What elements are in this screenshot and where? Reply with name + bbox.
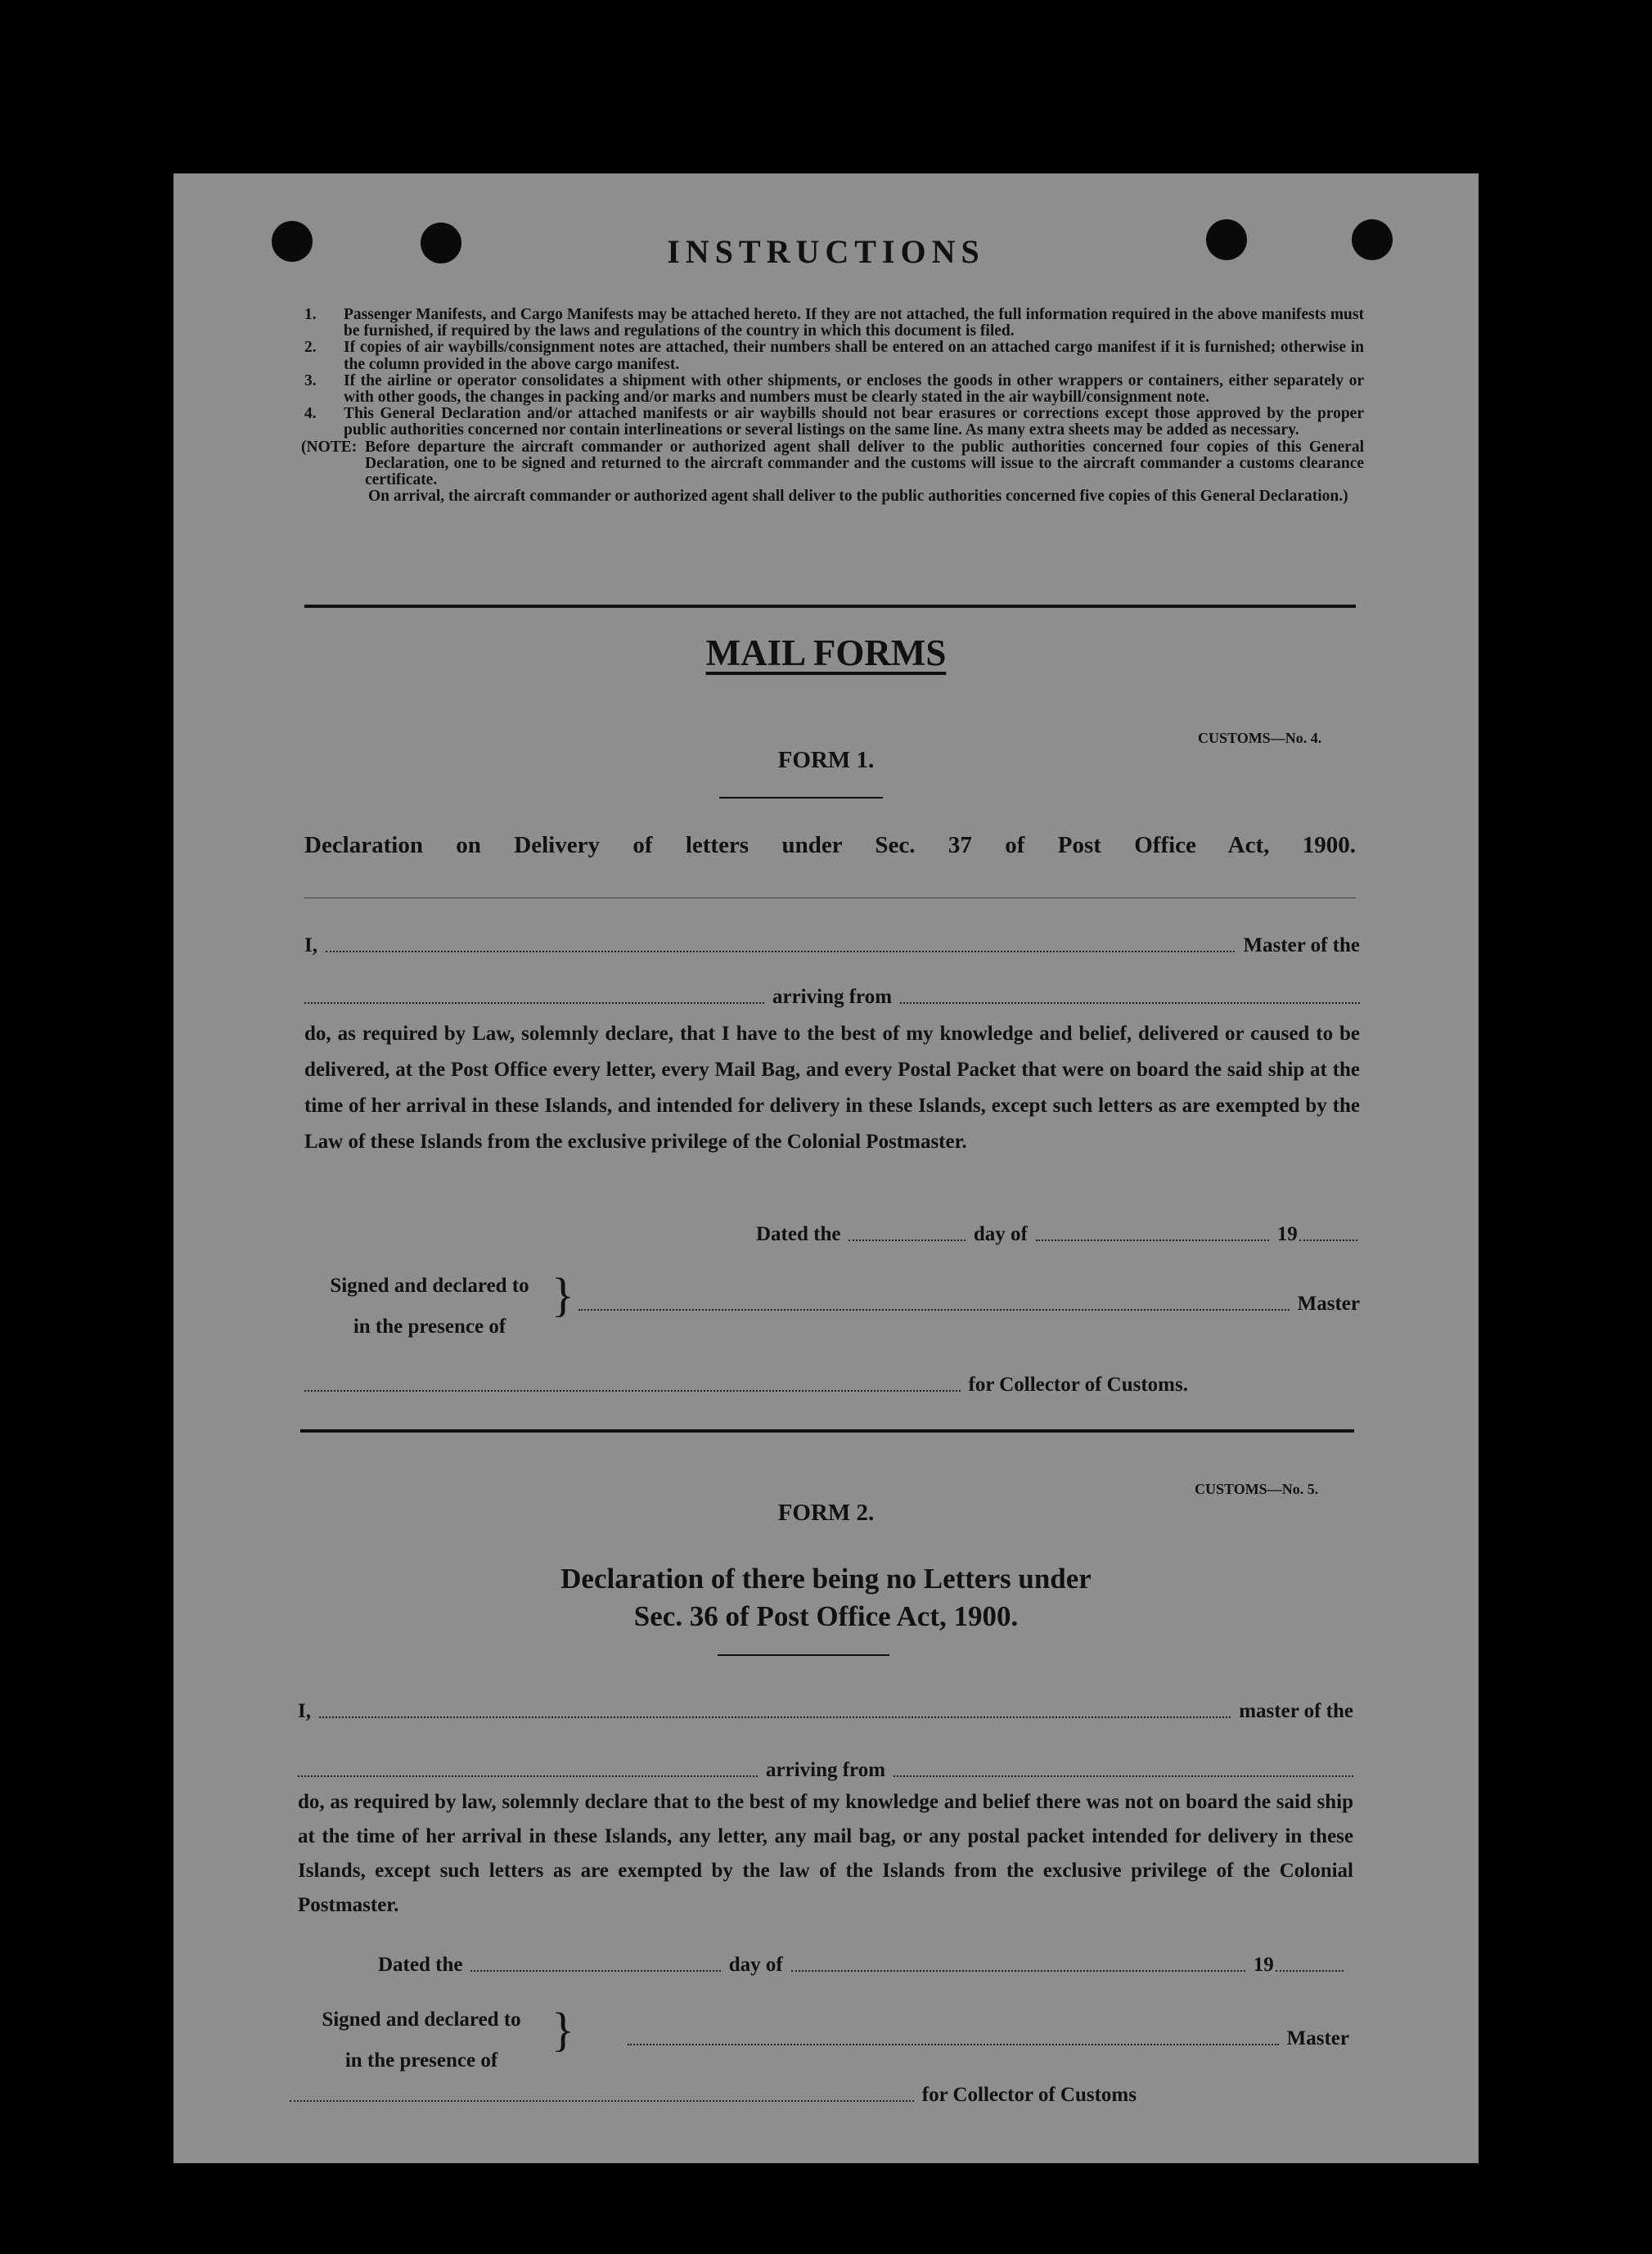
form2-collector-line [290, 2084, 1137, 2107]
form2-customs-number: CUSTOMS—No. 5. [1195, 1481, 1319, 1497]
form2-collector-label: for Collector of Customs [921, 2084, 1137, 2106]
form2-dated-line [378, 1954, 1344, 1977]
instruction-text: Passenger Manifests, and Cargo Manifests may be attached hereto. If they are not attached, the full information required in the above manifests must be furnished, if required by the laws and regulations of the country in which this document is filed. [344, 306, 1364, 340]
form1-i-label: I, [304, 934, 317, 956]
form2-i-label: I, [298, 1700, 311, 1722]
form1-year-field[interactable] [1299, 1239, 1357, 1241]
mail-forms-title: MAIL FORMS [705, 632, 947, 673]
form2-declaration-heading [173, 1560, 1479, 1635]
instruction-number: 3. [304, 371, 317, 389]
form2-origin-field[interactable] [894, 1775, 1353, 1777]
form2-master-line [298, 1700, 1353, 1723]
form2-signed-line1: Signed and declared to [322, 2009, 521, 2031]
form-divider-rule [300, 1429, 1354, 1433]
form1-title: FORM 1. [777, 747, 875, 773]
form2-brace: } [551, 2003, 574, 2056]
form1-signed-label [303, 1266, 556, 1347]
form1-signed-line1: Signed and declared to [330, 1275, 529, 1297]
instruction-item [304, 373, 1364, 406]
instruction-text: This General Declaration and/or attached manifests or air waybills should not bear erasures or corrections except those approved by the proper public authorities concerned nor contain interlineations or several listings on the same line. As many extra sheets may be added as necessary. [344, 405, 1364, 439]
instruction-number: 2. [304, 339, 317, 357]
instruction-note-arrival [304, 488, 1364, 505]
instruction-note [301, 438, 1364, 489]
form2-master-label: Master [1286, 2027, 1349, 2049]
form2-month-field[interactable] [791, 1969, 1245, 1972]
form1-collector-line [304, 1374, 1188, 1397]
form1-name-field[interactable] [326, 950, 1235, 952]
instruction-item [304, 340, 1364, 372]
form1-master-signature-line [578, 1293, 1360, 1316]
form2-dated-label: Dated the [378, 1954, 463, 1976]
form2-day-field[interactable] [470, 1969, 720, 1972]
form1-origin-field[interactable] [900, 1001, 1360, 1004]
instruction-item [304, 406, 1364, 439]
form1-master-label: Master [1297, 1293, 1360, 1315]
form2-title-rule [718, 1654, 889, 1656]
note-arrival-text: On arrival, the aircraft commander or authorized agent shall deliver to the public authorities concerned five copies of this General Declaration.) [368, 488, 1348, 506]
form1-year-label: 19 [1276, 1223, 1298, 1245]
form2-signed-label [295, 2000, 548, 2081]
divider-rule [304, 605, 1356, 608]
instructions-title: INSTRUCTIONS [667, 233, 985, 270]
instruction-item [304, 307, 1364, 340]
form2-ship-field[interactable] [298, 1775, 758, 1777]
note-text: Before departure the aircraft commander or authorized agent shall deliver to the public authorities concerned four copies of this General Declaration, one to be signed and returned to the aircraft commander and the customs will issue to the aircraft commander a customs clearance certificate. [365, 438, 1364, 489]
form1-title-rule [719, 797, 883, 799]
form2-year-field[interactable] [1276, 1969, 1344, 1972]
form1-declaration-heading: Declaration on Delivery of letters under Sec. 37 of Post Office Act, 1900. [304, 832, 1356, 858]
form1-day-field[interactable] [849, 1239, 965, 1241]
form2-signature-field[interactable] [628, 2043, 1279, 2045]
form2-title: FORM 2. [777, 1500, 875, 1526]
form1-dated-label: Dated the [756, 1223, 841, 1245]
form2-collector-field[interactable] [290, 2099, 914, 2102]
form2-heading-line2: Sec. 36 of Post Office Act, 1900. [633, 1600, 1019, 1632]
form1-brace: } [551, 1268, 574, 1321]
form1-declaration-body: do, as required by Law, solemnly declare, that I have to the best of my knowledge and belief, delivered or caused to be delivered, at the Post Office every letter, every Mail Bag, and every Postal Packet that were on board the said ship at the time of her arrival in these Islands, and intended for delivery in these Islands, except such letters as are exempted by the Law of these Islands from the exclusive privilege of the Colonial Postmaster. [304, 1023, 1360, 1153]
form2-year-label: 19 [1253, 1954, 1274, 1976]
form1-master-line [304, 934, 1360, 957]
form1-collector-field[interactable] [304, 1389, 961, 1392]
form1-dated-line [756, 1223, 1357, 1246]
form2-arriving-line [298, 1759, 1353, 1782]
form1-arriving-line [304, 986, 1360, 1009]
form1-arriving-from-label: arriving from [772, 986, 893, 1008]
document-sheet [173, 173, 1479, 2163]
instruction-text: If copies of air waybills/consignment notes are attached, their numbers shall be entered on an attached cargo manifest if it is furnished; otherwise in the column provided in the above cargo manifest. [344, 339, 1364, 373]
form1-signature-field[interactable] [578, 1308, 1290, 1311]
form2-heading-line1: Declaration of there being no Letters under [560, 1563, 1092, 1595]
instructions-list [301, 306, 1364, 506]
form1-month-field[interactable] [1036, 1239, 1269, 1241]
instruction-number: 4. [304, 405, 317, 423]
form2-declaration-body: do, as required by law, solemnly declare that to the best of my knowledge and belief there was not on board the said ship at the time of her arrival in these Islands, any letter, any mail bag, or any postal packet intended for delivery in these Islands, except such letters as are exempted by the law of the Islands from the exclusive privilege of the Colonial Postmaster. [298, 1791, 1353, 1916]
form2-signed-line2: in the presence of [344, 2049, 498, 2072]
form1-ship-field[interactable] [304, 1001, 764, 1004]
note-lead: (NOTE: [301, 438, 358, 456]
instruction-text: If the airline or operator consolidates a shipment with other shipments, or encloses the goods in other wrappers or containers, either separately or with other goods, the changes in packing and/or marks and numbers must be clearly stated in the air waybill/consignment note. [344, 371, 1364, 407]
form1-customs-number: CUSTOMS—No. 4. [1198, 730, 1322, 746]
instruction-number: 1. [304, 306, 317, 323]
form2-master-of-label: master of the [1239, 1700, 1353, 1722]
form1-day-of-label: day of [973, 1223, 1028, 1245]
form1-collector-label: for Collector of Customs. [968, 1374, 1188, 1396]
form1-signed-line2: in the presence of [353, 1316, 506, 1338]
form2-master-signature-line [628, 2027, 1349, 2050]
form2-day-of-label: day of [728, 1954, 783, 1976]
form2-arriving-from-label: arriving from [765, 1759, 886, 1781]
form2-name-field[interactable] [319, 1716, 1231, 1718]
form1-master-of-label: Master of the [1243, 934, 1360, 956]
